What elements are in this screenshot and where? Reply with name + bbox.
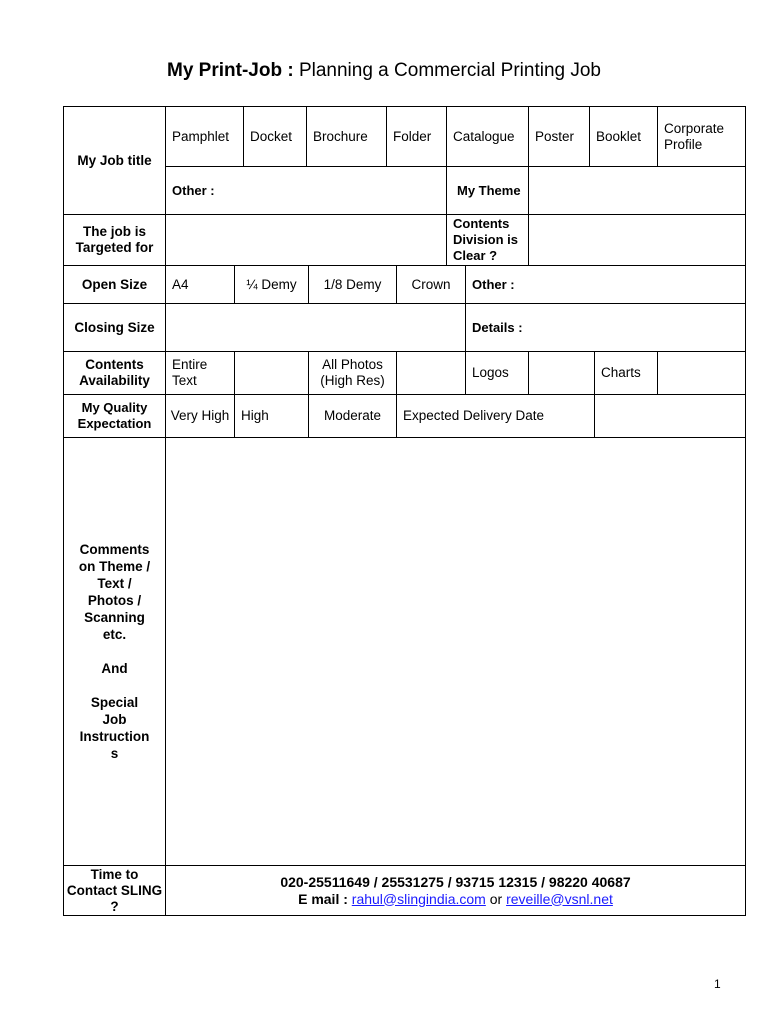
contents-charts-check[interactable] [657,351,746,395]
contents-entire-text[interactable]: Entire Text [165,351,235,395]
contact-phones: 020-25511649 / 25531275 / 93715 12315 / 98220 40687 [280,873,631,890]
comments-field[interactable] [165,437,746,866]
contents-logos[interactable]: Logos [465,351,529,395]
comments-line: s [110,746,119,761]
closing-size-field[interactable] [165,303,466,352]
contents-all-photos[interactable]: All Photos (High Res) [308,351,397,395]
comments-line: Scanning [84,610,145,625]
targeted-field[interactable] [165,214,447,266]
page-title-rest: Planning a Commercial Printing Job [293,60,601,81]
page-title-bold: My Print-Job : [167,60,294,81]
comments-line: Job [102,712,127,727]
option-pamphlet[interactable]: Pamphlet [165,106,244,167]
option-folder[interactable]: Folder [386,106,447,167]
comments-label [63,437,166,866]
option-booklet[interactable]: Booklet [589,106,658,167]
size-a4[interactable]: A4 [165,265,235,304]
other-size-field-label[interactable]: Other : [465,265,746,304]
comments-line: Text / [97,576,132,591]
option-catalogue[interactable]: Catalogue [446,106,529,167]
or-text: or [489,890,503,907]
contents-division-field[interactable] [528,214,746,266]
option-docket[interactable]: Docket [243,106,307,167]
comments-line: Comments [79,542,150,557]
contents-all-photos-check[interactable] [396,351,466,395]
comments-line: etc. [102,627,127,642]
contact-label: Time to Contact SLING ? [63,865,166,916]
page-number: 1 [714,977,721,991]
email-link-reveille[interactable]: reveille@vsnl.net [506,890,613,907]
size-quarter-demy[interactable]: ¼ Demy [234,265,309,304]
my-theme-label: My Theme [446,166,529,215]
closing-size-label: Closing Size [63,303,166,352]
contact-email-line [298,891,613,908]
size-eighth-demy[interactable]: 1/8 Demy [308,265,397,304]
job-title-label: My Job title [63,106,166,215]
other-job-field-label[interactable]: Other : [165,166,447,215]
page-title [0,60,768,82]
option-poster[interactable]: Poster [528,106,590,167]
contents-logos-check[interactable] [528,351,595,395]
option-corporate-profile[interactable]: Corporate Profile [657,106,746,167]
targeted-label: The job is Targeted for [63,214,166,266]
my-theme-field[interactable] [528,166,746,215]
contents-charts[interactable]: Charts [594,351,658,395]
size-crown[interactable]: Crown [396,265,466,304]
email-label: E mail : [298,890,348,907]
contents-division-label: Contents Division is Clear ? [446,214,529,266]
comments-line: And [101,661,128,676]
option-brochure[interactable]: Brochure [306,106,387,167]
comments-line: Instruction [79,729,150,744]
comments-line: Photos / [87,593,142,608]
expected-delivery-field[interactable] [594,394,746,438]
quality-very-high[interactable]: Very High [165,394,235,438]
contact-details [165,865,746,916]
comments-line: on Theme / [78,559,151,574]
details-field-label[interactable]: Details : [465,303,746,352]
quality-label: My Quality Expectation [63,394,166,438]
contents-availability-label: Contents Availability [63,351,166,395]
quality-moderate[interactable]: Moderate [308,394,397,438]
email-link-rahul[interactable]: rahul@slingindia.com [351,890,486,907]
quality-high[interactable]: High [234,394,309,438]
contents-entire-text-check[interactable] [234,351,309,395]
comments-line: Special [90,695,139,710]
open-size-label: Open Size [63,265,166,304]
expected-delivery-label: Expected Delivery Date [396,394,595,438]
